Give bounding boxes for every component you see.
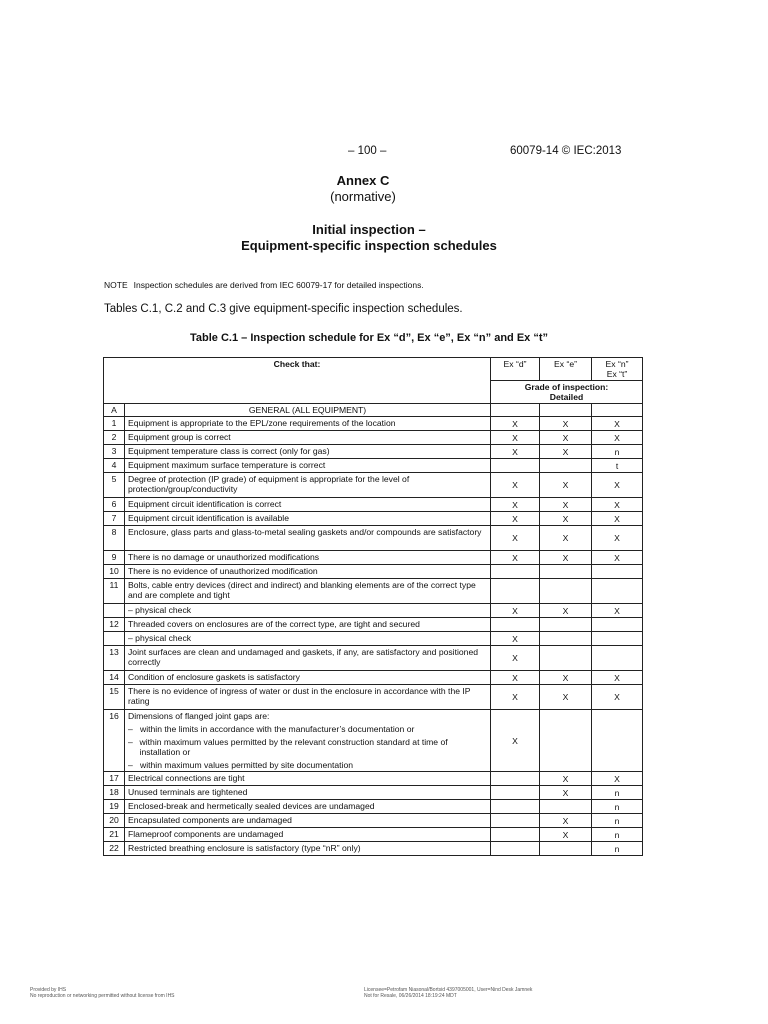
subitem-dash: – — [128, 724, 133, 734]
row-mark-d — [491, 786, 540, 800]
row-number: 1 — [104, 417, 125, 431]
subitem-text: within maximum values permitted by the relevant construction standard at time of installation or — [139, 737, 448, 757]
row-mark-e: X — [540, 671, 592, 685]
page-number: – 100 – — [348, 145, 387, 157]
grade-value: Detailed — [549, 392, 584, 402]
row-mark-nt: t — [592, 459, 643, 473]
row-mark-e — [540, 618, 592, 632]
annex-title-line2: Equipment-specific inspection schedules — [241, 238, 497, 253]
row-mark-nt — [592, 579, 643, 604]
row-mark-d — [491, 772, 540, 786]
annex-title-line1: Initial inspection – — [312, 222, 426, 237]
row-number — [104, 604, 125, 618]
row-mark-nt: n — [592, 800, 643, 814]
col-ex-n-t — [592, 358, 643, 381]
row-mark-e: X — [540, 498, 592, 512]
row-number: 2 — [104, 431, 125, 445]
row-mark-d — [491, 814, 540, 828]
table-row — [104, 604, 643, 618]
row-subitem — [128, 737, 487, 757]
note-text: Inspection schedules are derived from IEC 60079-17 for detailed inspections. — [133, 280, 424, 290]
row-mark-nt: X — [592, 498, 643, 512]
footer-right-line1: Licensee=Petrofam Niasonal/Bortsid 4397005001, User=Nind Desk Jamnek — [364, 987, 533, 993]
subitem-dash: – — [128, 760, 133, 770]
row-check-main: Equipment circuit identification is available — [128, 513, 289, 523]
row-number: 3 — [104, 445, 125, 459]
row-number: 15 — [104, 685, 125, 710]
row-number: 12 — [104, 618, 125, 632]
row-mark-d: X — [491, 671, 540, 685]
row-check-text — [125, 459, 491, 473]
row-number: 13 — [104, 646, 125, 671]
row-mark-e — [540, 565, 592, 579]
row-check-text — [125, 445, 491, 459]
row-check-main: Electrical connections are tight — [128, 773, 245, 783]
table-row — [104, 842, 643, 856]
row-check-main: – physical check — [128, 605, 192, 615]
table-row — [104, 551, 643, 565]
table-row — [104, 646, 643, 671]
row-number — [104, 632, 125, 646]
row-mark-nt: X — [592, 473, 643, 498]
row-mark-e — [540, 579, 592, 604]
row-number: 6 — [104, 498, 125, 512]
row-check-text — [125, 710, 491, 772]
row-mark-e: X — [540, 828, 592, 842]
section-letter: A — [104, 404, 125, 417]
row-check-main: Joint surfaces are clean and undamaged and gaskets, if any, are satisfactory and positioned correctly — [128, 647, 479, 667]
row-mark-e — [540, 632, 592, 646]
row-number: 9 — [104, 551, 125, 565]
row-mark-e: X — [540, 685, 592, 710]
row-check-main: There is no evidence of ingress of water or dust in the enclosure in accordance with the IP rating — [128, 686, 471, 706]
grade-label: Grade of inspection: — [524, 382, 609, 392]
row-number: 7 — [104, 512, 125, 526]
row-check-text — [125, 551, 491, 565]
row-check-text — [125, 685, 491, 710]
table-row — [104, 618, 643, 632]
col-ex-t: Ex “t” — [606, 369, 628, 379]
row-mark-e — [540, 842, 592, 856]
row-mark-e: X — [540, 431, 592, 445]
intro-paragraph: Tables C.1, C.2 and C.3 give equipment-specific inspection schedules. — [104, 303, 463, 315]
subitem-text: within the limits in accordance with the manufacturer’s documentation or — [140, 724, 415, 734]
row-mark-d: X — [491, 431, 540, 445]
row-mark-e: X — [540, 551, 592, 565]
row-number: 16 — [104, 710, 125, 772]
row-number: 14 — [104, 671, 125, 685]
row-check-text — [125, 473, 491, 498]
note-label: NOTE — [104, 280, 128, 290]
row-number: 17 — [104, 772, 125, 786]
table-row — [104, 565, 643, 579]
row-check-main: Condition of enclosure gaskets is satisfactory — [128, 672, 300, 682]
annex-type: (normative) — [330, 189, 396, 204]
row-mark-nt: X — [592, 512, 643, 526]
table-row — [104, 772, 643, 786]
row-check-text — [125, 828, 491, 842]
row-check-main: Threaded covers on enclosures are of the correct type, are tight and secured — [128, 619, 420, 629]
row-subitem — [128, 760, 487, 770]
table-row — [104, 526, 643, 551]
row-check-text — [125, 431, 491, 445]
section-cell-e — [540, 404, 592, 417]
row-mark-d: X — [491, 445, 540, 459]
row-check-main: Encapsulated components are undamaged — [128, 815, 292, 825]
row-check-main: Bolts, cable entry devices (direct and indirect) and blanking elements are of the correct type and are complete and tight — [128, 580, 476, 600]
row-mark-e: X — [540, 473, 592, 498]
row-mark-d — [491, 828, 540, 842]
table-caption: Table C.1 – Inspection schedule for Ex “d”, Ex “e”, Ex “n” and Ex “t” — [190, 332, 548, 344]
row-mark-d: X — [491, 512, 540, 526]
row-check-text — [125, 800, 491, 814]
table-row — [104, 473, 643, 498]
table-row — [104, 512, 643, 526]
footer-left-line2: No reproduction or networking permitted without license from IHS — [30, 993, 175, 999]
row-mark-d: X — [491, 551, 540, 565]
annex-label: Annex C — [336, 173, 390, 188]
row-number: 5 — [104, 473, 125, 498]
col-ex-d: Ex “d” — [491, 358, 540, 381]
row-check-main: Flameproof components are undamaged — [128, 829, 284, 839]
row-mark-nt: X — [592, 431, 643, 445]
row-mark-d — [491, 618, 540, 632]
row-number: 19 — [104, 800, 125, 814]
col-ex-n: Ex “n” — [605, 359, 629, 369]
footer-right — [364, 987, 532, 999]
row-mark-e: X — [540, 417, 592, 431]
table-row — [104, 814, 643, 828]
row-mark-nt: X — [592, 772, 643, 786]
row-check-main: Equipment temperature class is correct (only for gas) — [128, 446, 330, 456]
row-check-text — [125, 512, 491, 526]
row-mark-d: X — [491, 685, 540, 710]
row-mark-e: X — [540, 512, 592, 526]
row-mark-nt: n — [592, 786, 643, 800]
grade-header — [491, 381, 643, 404]
row-mark-d: X — [491, 646, 540, 671]
row-mark-d: X — [491, 417, 540, 431]
row-check-main: – physical check — [128, 633, 192, 643]
row-mark-nt: X — [592, 551, 643, 565]
row-number: 11 — [104, 579, 125, 604]
subitem-text: within maximum values permitted by site documentation — [140, 760, 354, 770]
table-header-row — [104, 358, 643, 381]
row-check-text — [125, 579, 491, 604]
row-mark-nt: X — [592, 417, 643, 431]
row-check-main: Enclosure, glass parts and glass-to-metal sealing gaskets and/or compounds are satisfactory — [128, 527, 482, 537]
row-mark-d — [491, 800, 540, 814]
row-mark-d: X — [491, 498, 540, 512]
row-mark-d — [491, 459, 540, 473]
row-mark-nt — [592, 632, 643, 646]
row-check-text — [125, 814, 491, 828]
table-row — [104, 417, 643, 431]
footer-left — [30, 987, 175, 999]
row-check-text — [125, 565, 491, 579]
row-number: 4 — [104, 459, 125, 473]
row-number: 20 — [104, 814, 125, 828]
row-mark-e — [540, 646, 592, 671]
row-number: 21 — [104, 828, 125, 842]
row-check-text — [125, 498, 491, 512]
row-number: 18 — [104, 786, 125, 800]
row-mark-nt — [592, 618, 643, 632]
row-mark-e — [540, 800, 592, 814]
row-check-main: Restricted breathing enclosure is satisfactory (type “nR” only) — [128, 843, 361, 853]
row-check-text — [125, 772, 491, 786]
row-check-main: Equipment circuit identification is correct — [128, 499, 282, 509]
row-mark-e: X — [540, 526, 592, 551]
table-row — [104, 579, 643, 604]
row-check-text — [125, 526, 491, 551]
row-mark-nt: n — [592, 828, 643, 842]
row-mark-nt — [592, 565, 643, 579]
row-check-text — [125, 618, 491, 632]
row-check-text — [125, 671, 491, 685]
table-row — [104, 685, 643, 710]
row-mark-nt: X — [592, 671, 643, 685]
row-mark-d — [491, 842, 540, 856]
row-number: 22 — [104, 842, 125, 856]
row-number: 10 — [104, 565, 125, 579]
subitem-dash: – — [128, 737, 133, 747]
row-mark-d: X — [491, 473, 540, 498]
row-mark-d: X — [491, 710, 540, 772]
row-mark-e: X — [540, 786, 592, 800]
row-check-main: Enclosed-break and hermetically sealed devices are undamaged — [128, 801, 375, 811]
table-row — [104, 828, 643, 842]
table-row — [104, 445, 643, 459]
row-mark-d: X — [491, 604, 540, 618]
row-mark-nt: X — [592, 685, 643, 710]
section-title: GENERAL (ALL EQUIPMENT) — [125, 404, 491, 417]
row-check-main: There is no damage or unauthorized modifications — [128, 552, 320, 562]
section-cell-d — [491, 404, 540, 417]
row-check-main: Degree of protection (IP grade) of equipment is appropriate for the level of protection/group/conductivity — [128, 474, 410, 494]
footer-right-line2: Not for Resale, 06/26/2014 18:19:24 MDT — [364, 993, 457, 999]
row-check-text — [125, 842, 491, 856]
table-body — [104, 417, 643, 856]
row-mark-nt: n — [592, 814, 643, 828]
row-mark-e: X — [540, 604, 592, 618]
row-check-text — [125, 646, 491, 671]
check-header: Check that: — [104, 358, 491, 404]
row-mark-d — [491, 579, 540, 604]
col-ex-e: Ex “e” — [540, 358, 592, 381]
row-mark-d: X — [491, 632, 540, 646]
row-mark-nt — [592, 646, 643, 671]
table-row — [104, 632, 643, 646]
row-subitem — [128, 724, 487, 734]
row-number: 8 — [104, 526, 125, 551]
row-check-main: Equipment group is correct — [128, 432, 231, 442]
annex-heading — [0, 173, 726, 204]
row-mark-e: X — [540, 445, 592, 459]
row-check-main: Equipment maximum surface temperature is correct — [128, 460, 326, 470]
table-row — [104, 710, 643, 772]
table-row — [104, 431, 643, 445]
table-row — [104, 498, 643, 512]
row-mark-nt: n — [592, 842, 643, 856]
row-mark-e — [540, 710, 592, 772]
table-row — [104, 671, 643, 685]
inspection-schedule-table — [103, 357, 643, 856]
row-mark-e: X — [540, 772, 592, 786]
row-mark-d — [491, 565, 540, 579]
row-check-text — [125, 786, 491, 800]
annex-title — [0, 222, 738, 254]
row-mark-e — [540, 459, 592, 473]
row-check-main: Equipment is appropriate to the EPL/zone requirements of the location — [128, 418, 396, 428]
note — [104, 280, 424, 290]
row-mark-d: X — [491, 526, 540, 551]
table-row — [104, 800, 643, 814]
row-check-main: There is no evidence of unauthorized modification — [128, 566, 318, 576]
row-check-main: Dimensions of flanged joint gaps are: — [128, 711, 270, 721]
row-mark-e: X — [540, 814, 592, 828]
row-check-text — [125, 632, 491, 646]
row-check-text — [125, 417, 491, 431]
row-mark-nt: X — [592, 526, 643, 551]
row-mark-nt: n — [592, 445, 643, 459]
table-row — [104, 786, 643, 800]
row-mark-nt — [592, 710, 643, 772]
section-row — [104, 404, 643, 417]
table-row — [104, 459, 643, 473]
row-check-main: Unused terminals are tightened — [128, 787, 248, 797]
standard-reference: 60079-14 © IEC:2013 — [510, 145, 622, 157]
row-mark-nt: X — [592, 604, 643, 618]
section-cell-nt — [592, 404, 643, 417]
row-check-text — [125, 604, 491, 618]
footer-left-line1: Provided by IHS — [30, 987, 67, 993]
